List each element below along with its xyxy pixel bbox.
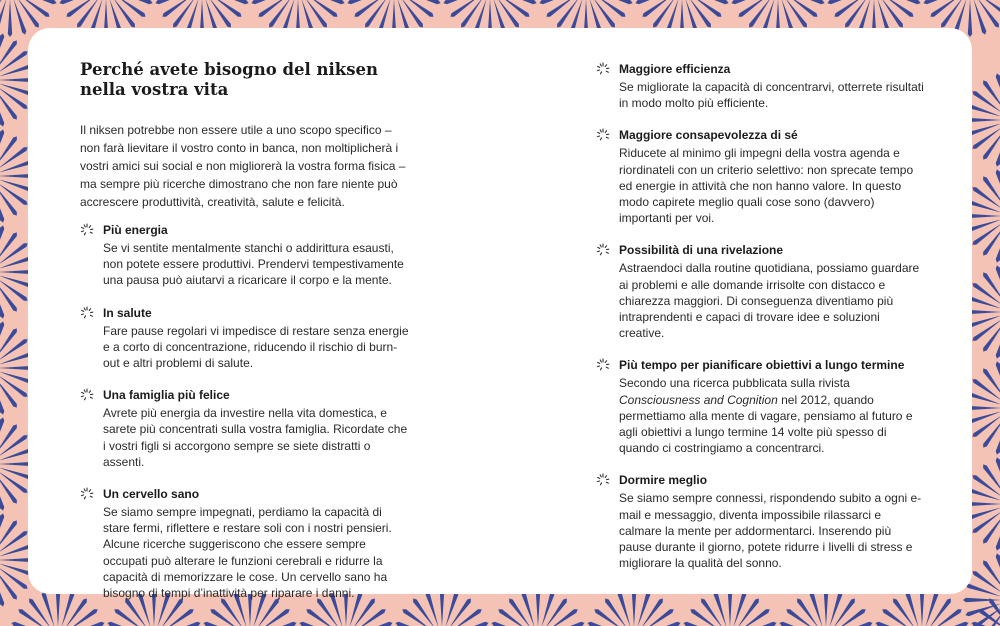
benefit-title: Più energia: [103, 223, 168, 237]
benefit-body: Se migliorate la capacità di concentrarvi, otterrete risultati in modo molto più efficiente.: [619, 80, 924, 111]
benefit-body: Avrete più energia da investire nella vita domestica, e sarete più concentrati sulla vostra famiglia. Ricordate che i vostri figli si accorgono sempre se siete distratti o assenti.: [103, 406, 408, 469]
sparkle-icon: [80, 388, 94, 402]
benefit-health: [80, 304, 410, 372]
benefit-sleep-better: [596, 471, 926, 571]
benefit-body: Se vi sentite mentalmente stanchi o addirittura esausti, non potete essere produttivi. Prendervi tempestivamente una pausa può aiutarvi a ricaricare il corpo e la mente.: [103, 241, 404, 288]
benefit-title: Possibilità di una rivelazione: [619, 243, 784, 258]
sparkle-icon: [596, 358, 610, 372]
sparkle-icon: [596, 243, 610, 257]
benefit-body: Se siamo sempre impegnati, perdiamo la capacità di stare fermi, riflettere e restare soli con i nostri pensieri. Alcune ricerche suggeriscono che essere sempre occupati può alterare le funzioni cerebrali e ridurre la capacità di memorizzare le cose. Un cervello sano ha bisogno di tempi d’inattività per riparare i danni.: [103, 505, 392, 601]
benefit-body: Fare pause regolari vi impedisce di restare senza energie e a corto di concentrazione, riducendo il rischio di burn-out e altri problemi di salute.: [103, 323, 409, 371]
benefit-title: Dormire meglio: [619, 473, 708, 488]
benefit-title: Più tempo per pianificare obiettivi a lungo termine: [619, 358, 905, 373]
benefit-body: Astraendoci dalla routine quotidiana, possiamo guardare ai problemi e alle domande irrisolte con distacco e chiarezza maggiori. Di conseguenza diventiamo più intraprendenti e capaci di trovare idee e soluzioni creative.: [619, 261, 920, 341]
benefit-efficiency: [596, 60, 926, 111]
benefit-body: Riducete al minimo gli impegni della vostra agenda e riordinateli con un criterio selettivo: non sprecate tempo ed energie in attività che non hanno valore. In questo modo capirete meglio quali cose sono (davvero) importanti per voi.: [619, 146, 914, 226]
page-title: Perché avete bisogno del niksen nella vostra vita: [80, 60, 378, 99]
benefit-more-energy: [80, 221, 410, 289]
intro-paragraph: Il niksen potrebbe non essere utile a uno scopo specifico – non farà lievitare il vostro conto in banca, non moltiplicherà i vostri amici sui social e non migliorerà la vostra forma fisica – ma sempre più ricerche dimostrano che non fare niente può accrescere produttività, creatività, salute e felicità.: [80, 123, 406, 209]
sparkle-icon: [80, 223, 94, 237]
journal-title: Consciousness and Cognition: [619, 392, 778, 407]
sparkle-icon: [80, 306, 94, 320]
benefit-self-awareness: [596, 126, 926, 226]
body-text: nel 2012, quando permettiamo alla mente di vagare, pensiamo al futuro e agli obiettivi a lungo termine 14 volte più spesso di quando ci costringiamo a concentrarci.: [619, 392, 913, 456]
benefit-happier-family: [80, 386, 410, 470]
benefit-revelation: [596, 241, 926, 341]
sparkle-icon: [596, 473, 610, 487]
benefit-title: Una famiglia più felice: [103, 388, 230, 403]
sparkle-icon: [596, 128, 610, 142]
sparkle-icon: [80, 487, 94, 501]
sparkle-icon: [596, 62, 610, 76]
benefit-title: Maggiore efficienza: [619, 62, 731, 76]
benefit-healthy-brain: [80, 485, 410, 601]
right-column: [596, 60, 926, 586]
book-page: [28, 28, 972, 601]
benefit-body: Se siamo sempre connessi, rispondendo subito a ogni e-mail e messaggio, diventa impossibile rilassarci e calmare la mente per addormentarci. Inserendo più pause durante il giorno, potete ridurre i livelli di stress e migliorare la qualità del sonno.: [619, 491, 922, 571]
benefit-title: Un cervello sano: [103, 487, 200, 502]
benefit-title: Maggiore consapevolezza di sé: [619, 128, 798, 143]
left-column: [80, 60, 410, 616]
benefit-long-term-planning: [596, 356, 926, 456]
body-text: Secondo una ricerca pubblicata sulla rivista: [619, 376, 850, 391]
benefit-title: In salute: [103, 305, 152, 320]
benefit-body: [619, 375, 926, 456]
